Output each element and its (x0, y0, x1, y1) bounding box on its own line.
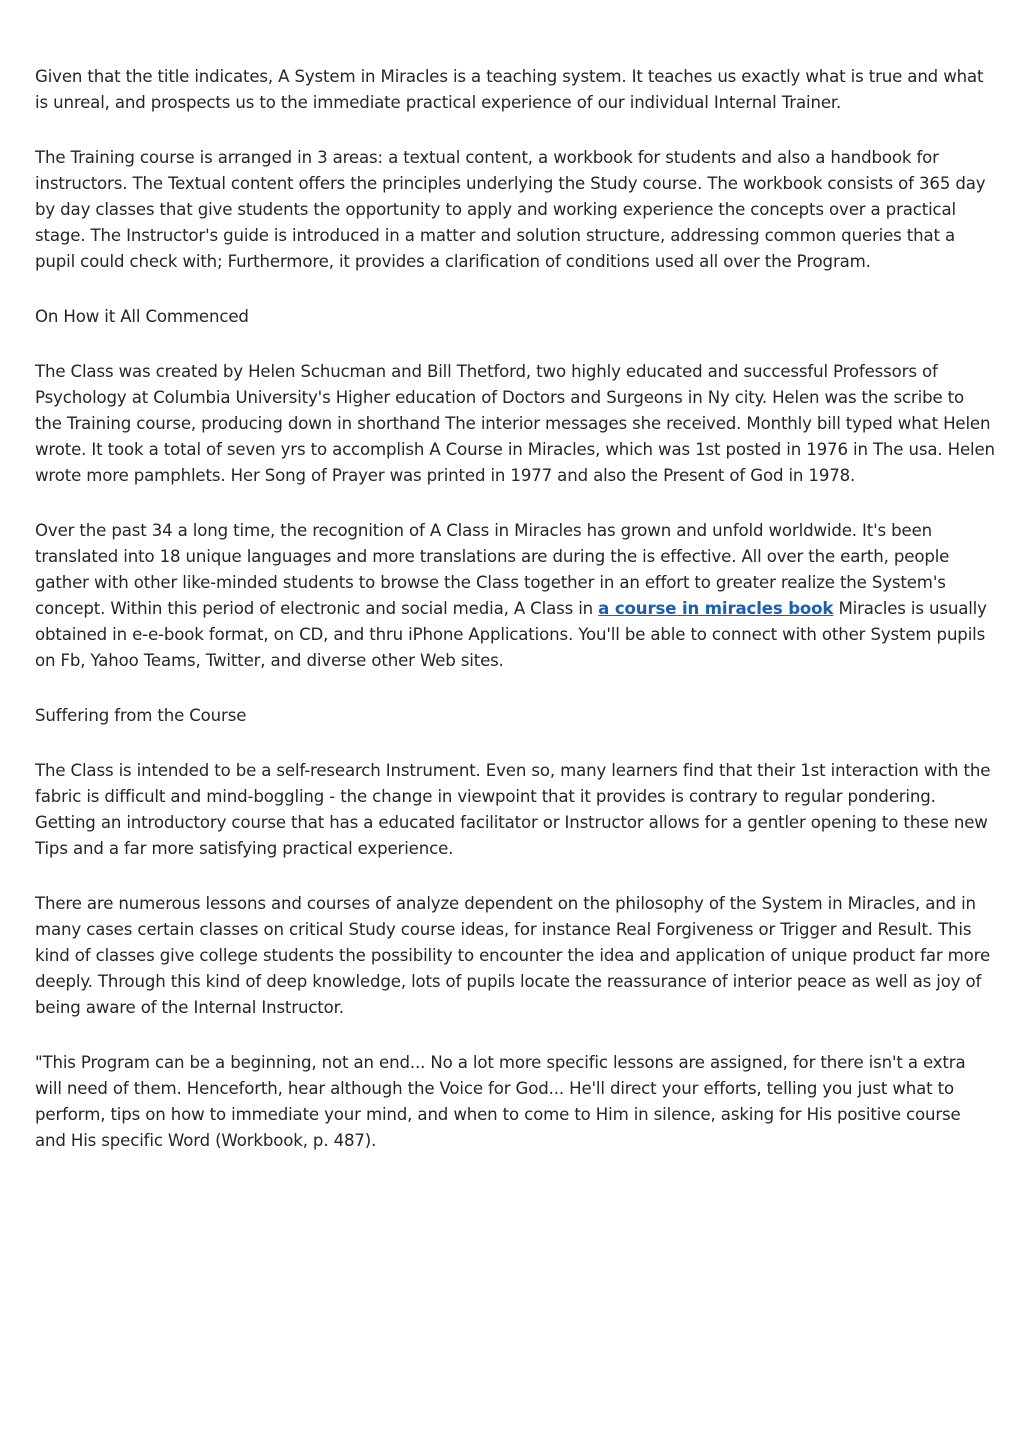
paragraph-quote: "This Program can be a beginning, not an end... No a lot more specific lessons are assigned, for there isn't a extra will need of them. Henceforth, hear although the Voice for God... He'll direct your efforts, telling you just what to perform, tips on how to immediate your mind, and when to come to Him in silence, asking for His positive course and His specific Word (Workbook, p. 487). (35, 1053, 966, 1150)
section-heading-experience: Suffering from the Course (35, 706, 247, 725)
section-heading-origins: On How it All Commenced (35, 307, 249, 326)
article-body (35, 64, 995, 1183)
paragraph-worldwide-text-after: Miracles is usually obtained in e-e-book format, on CD, and thru iPhone Applications. You'll be able to connect with other System pupils on Fb, Yahoo Teams, Twitter, and diverse other Web sites. (35, 599, 987, 670)
paragraph-worldwide-text-before: Over the past 34 a long time, the recognition of A Class in Miracles has grown and unfold worldwide. It's been translated into 18 unique languages and more translations are during the is effective. All over the earth, people gather with other like-minded students to browse the Class together in an effort to greater realize the System's concept. Within this period of electronic and social media, A Class in (35, 521, 950, 618)
paragraph-intro: Given that the title indicates, A System in Miracles is a teaching system. It teaches us exactly what is true and what is unreal, and prospects us to the immediate practical experience of our individual Internal Trainer. (35, 67, 984, 112)
paragraph-lessons: There are numerous lessons and courses of analyze dependent on the philosophy of the System in Miracles, and in many cases certain classes on critical Study course ideas, for instance Real Forgiveness or Trigger and Result. This kind of classes give college students the possibility to encounter the idea and application of unique product far more deeply. Through this kind of deep knowledge, lots of pupils locate the reassurance of interior peace as well as joy of being aware of the Internal Instructor. (35, 894, 991, 1017)
paragraph-history: The Class was created by Helen Schucman and Bill Thetford, two highly educated and successful Professors of Psychology at Columbia University's Higher education of Doctors and Surgeons in Ny city. Helen was the scribe to the Training course, producing down in shorthand The interior messages she received. Monthly bill typed what Helen wrote. It took a total of seven yrs to accomplish A Course in Miracles, which was 1st posted in 1976 in The usa. Helen wrote more pamphlets. Her Song of Prayer was printed in 1977 and also the Present of God in 1978. (35, 362, 995, 485)
paragraph-structure: The Training course is arranged in 3 areas: a textual content, a workbook for students and also a handbook for instructors. The Textual content offers the principles underlying the Study course. The workbook consists of 365 day by day classes that give students the opportunity to apply and working experience the concepts over a practical stage. The Instructor's guide is introduced in a matter and solution structure, addressing common queries that a pupil could check with; Furthermore, it provides a clarification of conditions used all over the Program. (35, 148, 986, 271)
paragraph-worldwide (35, 518, 995, 674)
course-book-link[interactable]: a course in miracles book (598, 599, 834, 618)
paragraph-self-study: The Class is intended to be a self-research Instrument. Even so, many learners find that their 1st interaction with the fabric is difficult and mind-boggling - the change in viewpoint that it provides is contrary to regular pondering. Getting an introductory course that has a educated facilitator or Instructor allows for a gentler opening to these new Tips and a far more satisfying practical experience. (35, 761, 991, 858)
